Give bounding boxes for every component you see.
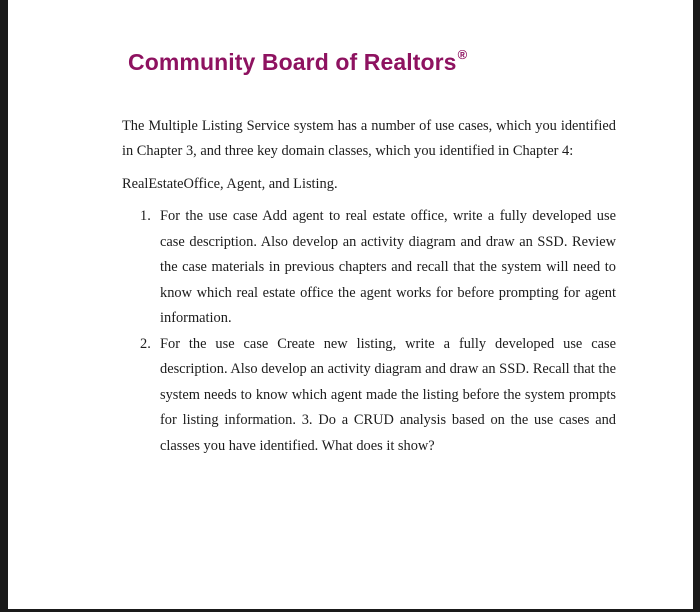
document-page bbox=[8, 0, 693, 609]
left-window-edge bbox=[0, 0, 8, 612]
page-title bbox=[128, 49, 467, 76]
right-window-edge bbox=[693, 0, 700, 612]
intro-paragraph: The Multiple Listing Service system has a number of use cases, which you identified in Chapter 3, and three key domain classes, which you identified in Chapter 4: bbox=[122, 118, 616, 159]
registered-mark: ® bbox=[457, 47, 468, 62]
question-list bbox=[140, 204, 616, 459]
question-text: For the use case Add agent to real estate office, write a fully developed use case description. Also develop an activity diagram and draw an SSD. Review the case materials in previous chapters and recall that the system will need to know which real estate office the agent works for before prompting for agent information. bbox=[160, 208, 616, 326]
question-number: 1. bbox=[140, 208, 151, 224]
domain-classes-line: RealEstateOffice, Agent, and Listing. bbox=[122, 176, 338, 192]
list-item bbox=[140, 204, 616, 332]
question-text: For the use case Create new listing, write a fully developed use case description. Also develop an activity diagram and draw an SSD. Recall that the system needs to know which agent made the listing before the system prompts for listing information. 3. Do a CRUD analysis based on the use cases and classes you have identified. What does it show? bbox=[160, 335, 616, 454]
question-number: 2. bbox=[140, 335, 151, 352]
title-text: Community Board of Realtors bbox=[128, 49, 457, 75]
list-item bbox=[140, 332, 616, 460]
